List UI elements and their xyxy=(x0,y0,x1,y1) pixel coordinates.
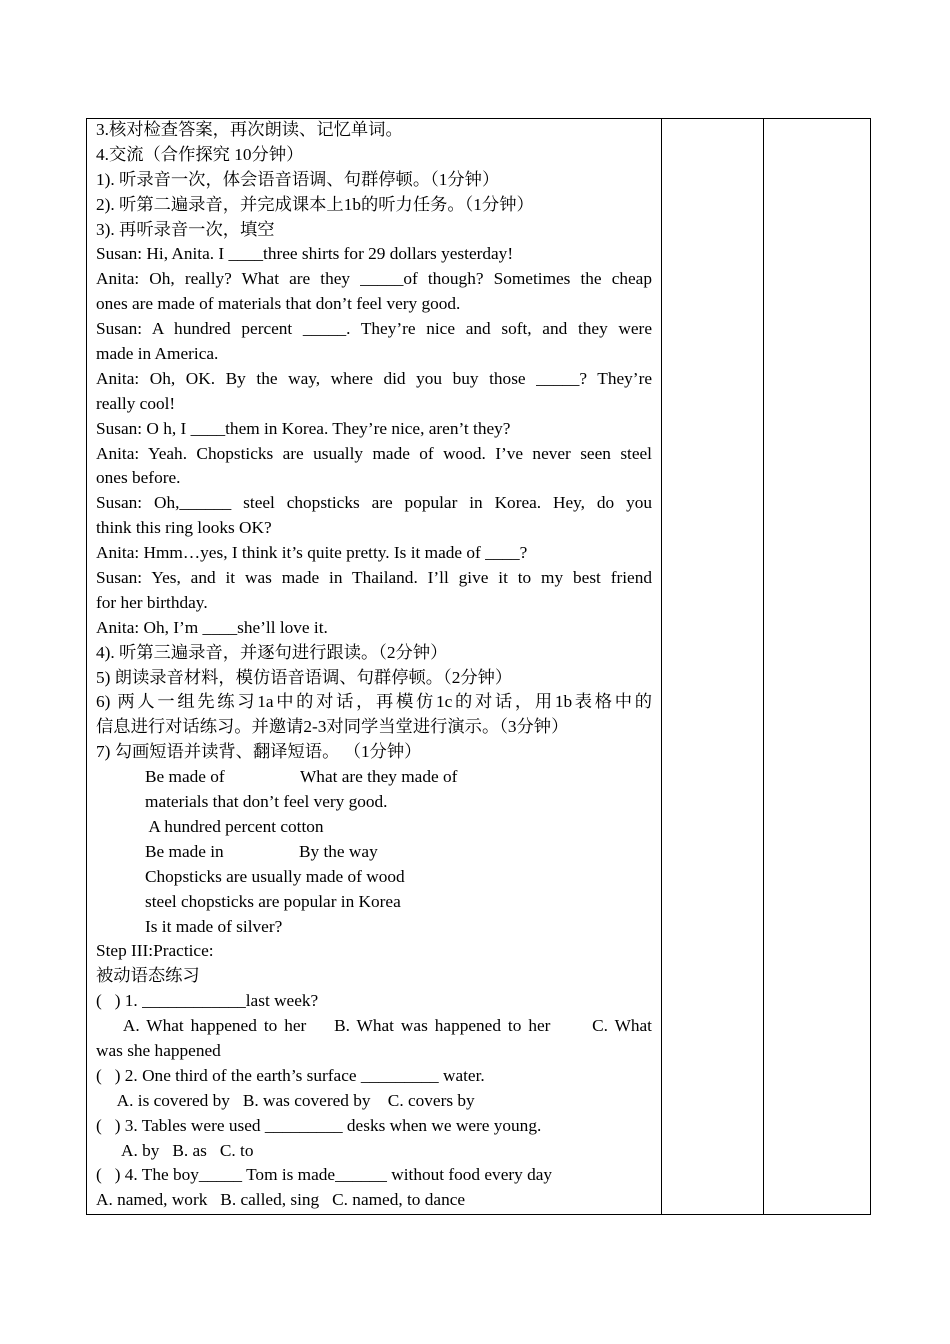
dialogue-line: Susan: Yes, and it was made in Thailand. I’ll give it to my best friend xyxy=(96,568,652,588)
phrase-line xyxy=(96,765,652,790)
dialogue-line: Susan: O h, I ____them in Korea. They’re nice, aren’t they? xyxy=(96,418,511,438)
phrase: A hundred percent cotton xyxy=(145,816,324,836)
text-line: 1). 听录音一次，体会语音语调、句群停顿。（1分钟） xyxy=(96,169,500,189)
dialogue-line: think this ring looks OK? xyxy=(96,518,272,538)
dialogue-line: Anita: Oh, really? What are they _____of though? Sometimes the cheap xyxy=(96,269,652,289)
text-line: 6) 两人一组先练习1a中的对话，再模仿1c的对话，用1b表格中的 xyxy=(96,692,652,712)
question: ( ) 2. One third of the earth’s surface _________ water. xyxy=(96,1065,485,1085)
text-line: 3). 再听录音一次，填空 xyxy=(96,219,275,239)
column-divider xyxy=(763,119,764,1214)
text-line: 3.核对检查答案，再次朗读、记忆单词。 xyxy=(96,120,403,139)
text-line: 7) 勾画短语并读背、翻译短语。 （1分钟） xyxy=(96,742,422,762)
phrase-line xyxy=(96,840,652,865)
answer-options: A. by B. as C. to xyxy=(96,1140,254,1160)
phrase: materials that don’t feel very good. xyxy=(145,792,388,812)
answer-options: was she happened xyxy=(96,1040,221,1060)
phrase: By the way xyxy=(299,841,378,861)
text-line: 5) 朗读录音材料，模仿语音语调、句群停顿。（2分钟） xyxy=(96,667,513,687)
section-heading: Step III:Practice: xyxy=(96,941,214,961)
dialogue-line: Susan: Hi, Anita. I ____three shirts for 29 dollars yesterday! xyxy=(96,244,514,264)
dialogue-line: Susan: A hundred percent _____. They’re nice and soft, and they were xyxy=(96,319,652,339)
phrase: Chopsticks are usually made of wood xyxy=(145,866,405,886)
answer-options: A. named, work B. called, sing C. named, to dance xyxy=(96,1190,466,1210)
dialogue-line: made in America. xyxy=(96,344,219,364)
text-line: 4.交流（合作探究 10分钟） xyxy=(96,144,304,164)
phrase: Be made of xyxy=(145,767,225,787)
dialogue-line: really cool! xyxy=(96,393,176,413)
dialogue-line: Anita: Oh, I’m ____she’ll love it. xyxy=(96,617,328,637)
phrase: steel chopsticks are popular in Korea xyxy=(145,891,401,911)
answer-options: A. is covered by B. was covered by C. covers by xyxy=(96,1090,475,1110)
question: ( ) 3. Tables were used _________ desks when we were young. xyxy=(96,1115,542,1135)
dialogue-line: Susan: Oh,______ steel chopsticks are popular in Korea. Hey, do you xyxy=(96,493,652,513)
question: ( ) 1. ____________last week? xyxy=(96,991,319,1011)
dialogue-line: for her birthday. xyxy=(96,592,208,612)
column-divider xyxy=(661,119,662,1214)
text-line: 信息进行对话练习。并邀请2-3对同学当堂进行演示。（3分钟） xyxy=(96,717,569,737)
section-subheading: 被动语态练习 xyxy=(96,966,200,986)
dialogue-line: ones before. xyxy=(96,468,181,488)
dialogue-line: Anita: Hmm…yes, I think it’s quite pretty. Is it made of ____? xyxy=(96,543,528,563)
phrase: Is it made of silver? xyxy=(145,916,283,936)
text-line: 4). 听第三遍录音，并逐句进行跟读。（2分钟） xyxy=(96,642,448,662)
question: ( ) 4. The boy_____ Tom is made______ without food every day xyxy=(96,1165,553,1185)
text-line: 2). 听第二遍录音，并完成课本上1b的听力任务。（1分钟） xyxy=(96,194,534,214)
phrase: What are they made of xyxy=(300,767,458,787)
dialogue-line: Anita: Oh, OK. By the way, where did you buy those _____? They’re xyxy=(96,368,652,388)
lesson-content xyxy=(96,118,652,1213)
dialogue-line: ones are made of materials that don’t feel very good. xyxy=(96,294,461,314)
answer-options: A. What happened to her B. What was happened to her C. What xyxy=(96,1016,652,1036)
dialogue-line: Anita: Yeah. Chopsticks are usually made of wood. I’ve never seen steel xyxy=(96,443,652,463)
phrase: Be made in xyxy=(145,841,224,861)
